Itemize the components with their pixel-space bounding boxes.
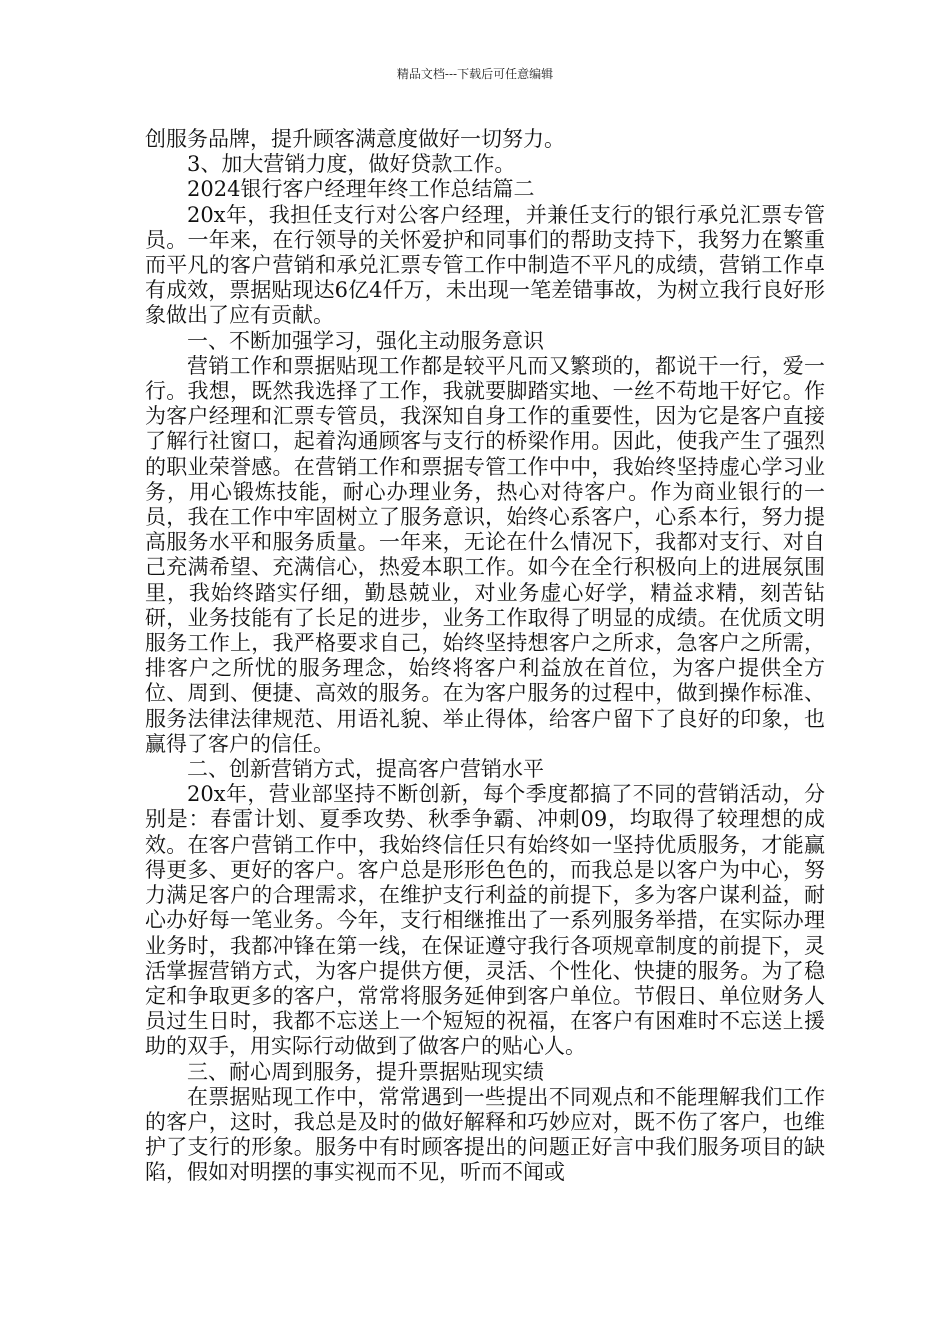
heading-1: 一、不断加强学习，强化主动服务意识	[187, 328, 544, 353]
paragraph-2: 20x年，营业部坚持不断创新，每个季度都搞了不同的营销活动，分别是：春雷计划、夏季攻势、秋季争霸、冲刺09，均取得了较理想的成效。在客户营销工作中，我始终信任只有始终如一坚持优质服务，才能赢得更多、更好的客户。客户总是形形色色的，而我总是以客户为中心，努力满足客户的合理需求，在维护支行利益的前提下，多为客户谋利益，耐心办好每一笔业务。今年，支行相继推出了一系列服务举措，在实际办理业务时，我都冲锋在第一线，在保证遵守我行各项规章制度的前提下，灵活掌握营销方式，为客户提供方便，灵活、个性化、快捷的服务。为了稳定和争取更多的客户，常常将服务延伸到客户单位。节假日、单位财务人员过生日时，我都不忘送上一个短短的祝福，在客户有困难时不忘送上援助的双手，用实际行动做到了做客户的贴心人。	[145, 782, 825, 1059]
paragraph-3: 在票据贴现工作中，常常遇到一些提出不同观点和不能理解我们工作的客户，这时，我总是及时的做好解释和巧妙应对，既不伤了客户，也维护了支行的形象。服务中有时顾客提出的问题正好言中我们服务项目的缺陷，假如对明摆的事实视而不见，听而不闻或	[145, 1084, 825, 1185]
page-header: 精品文档---下载后可任意编辑	[396, 67, 554, 81]
paragraph-intro: 20x年，我担任支行对公客户经理，并兼任支行的银行承兑汇票专管员。一年来，在行领导的关怀爱护和同事们的帮助支持下，我努力在繁重而平凡的客户营销和承兑汇票专管工作中制造不平凡的成绩，营销工作卓有成效，票据贴现达6亿4仟万，未出现一笔差错事故，为树立我行良好形象做出了应有贡献。	[145, 202, 825, 328]
paragraph-continuation: 创服务品牌，提升顾客满意度做好一切努力。	[145, 127, 565, 151]
heading-3: 三、耐心周到服务，提升票据贴现实绩	[187, 1059, 544, 1084]
document-body	[145, 127, 825, 1186]
heading-2: 二、创新营销方式，提高客户营销水平	[187, 757, 544, 782]
section-title: 2024银行客户经理年终工作总结篇二	[187, 177, 535, 202]
paragraph-1: 营销工作和票据贴现工作都是较平凡而又繁琐的，都说干一行，爱一行。我想，既然我选择了工作，我就要脚踏实地、一丝不苟地干好它。作为客户经理和汇票专管员，我深知自身工作的重要性，因为它是客户直接了解行社窗口，起着沟通顾客与支行的桥梁作用。因此，使我产生了强烈的职业荣誉感。在营销工作和票据专管工作中中，我始终坚持虚心学习业务，用心锻炼技能，耐心办理业务，热心对待客户。作为商业银行的一员，我在工作中牢固树立了服务意识，始终心系客户，心系本行，努力提高服务水平和服务质量。一年来，无论在什么情况下，我都对支行、对自己充满希望、充满信心，热爱本职工作。如今在全行积极向上的进展氛围里，我始终踏实仔细，勤恳兢业，对业务虚心好学，精益求精，刻苦钻研，业务技能有了长足的进步，业务工作取得了明显的成绩。在优质文明服务工作上，我严格要求自己，始终坚持想客户之所求，急客户之所需，排客户之所忧的服务理念，始终将客户利益放在首位，为客户提供全方位、周到、便捷、高效的服务。在为客户服务的过程中，做到操作标准、服务法律法律规范、用语礼貌、举止得体，给客户留下了良好的印象，也赢得了客户的信任。	[145, 353, 825, 756]
paragraph-item-3: 3、加大营销力度，做好贷款工作。	[187, 152, 516, 177]
